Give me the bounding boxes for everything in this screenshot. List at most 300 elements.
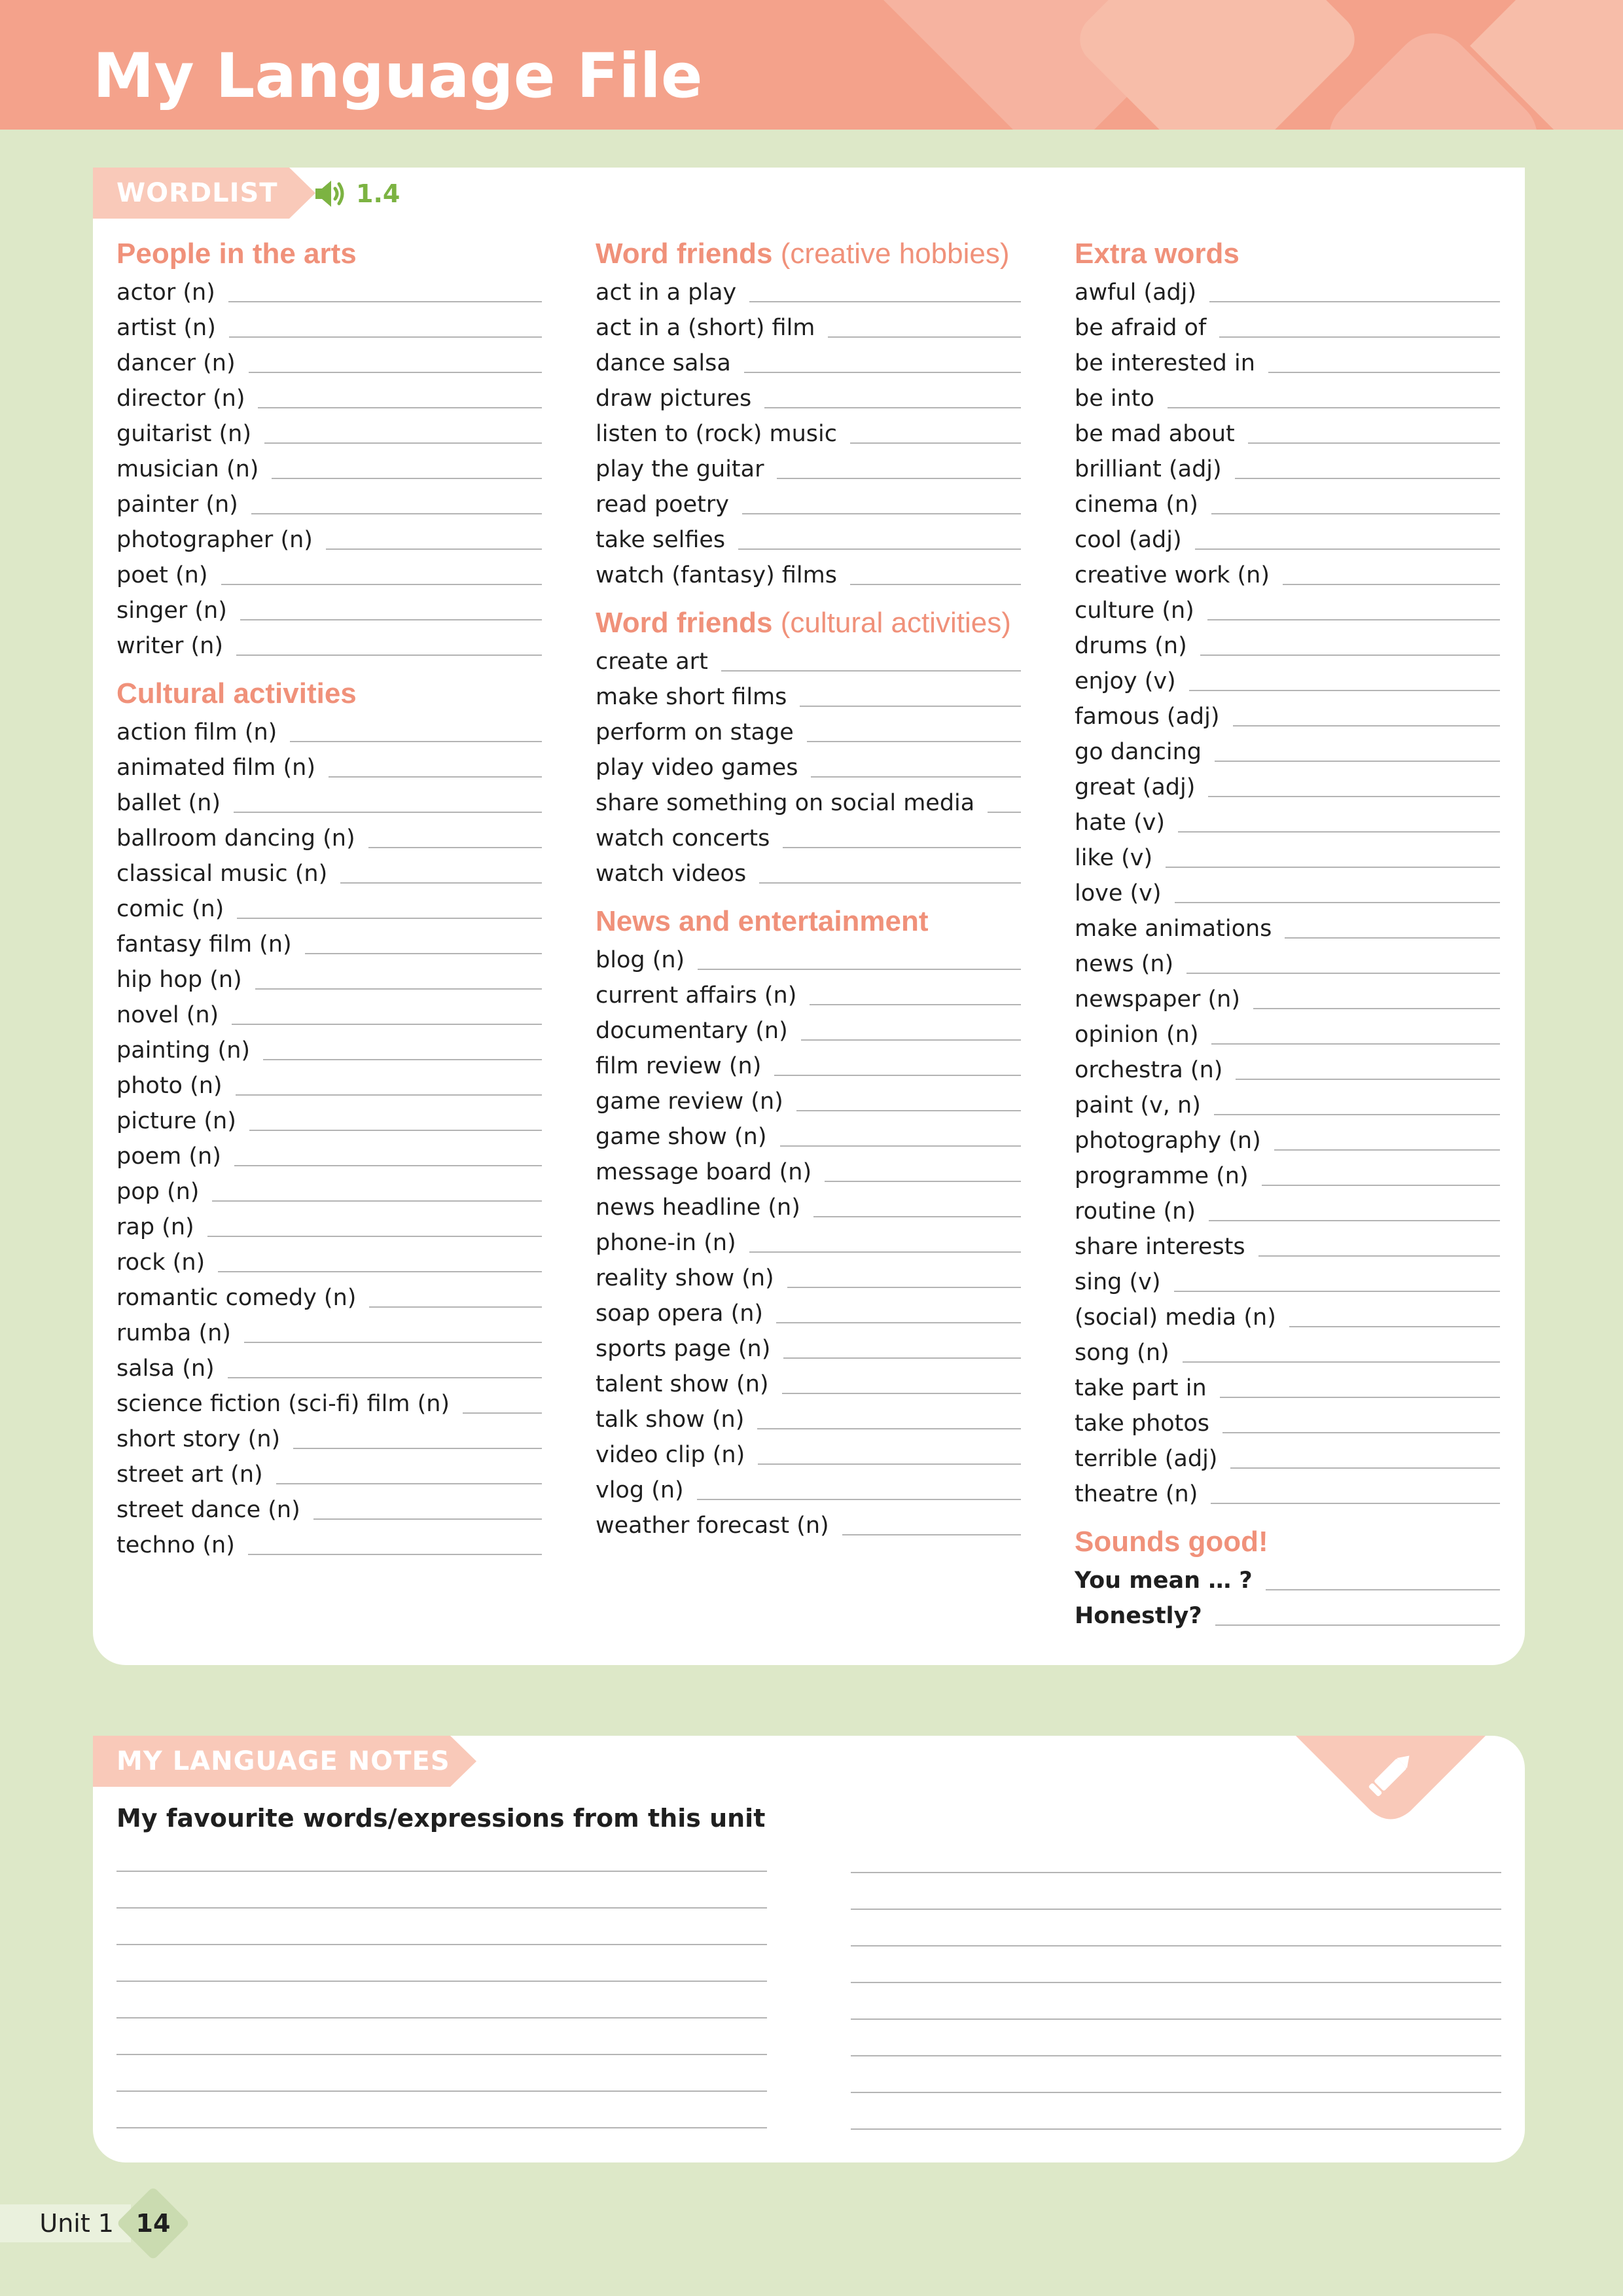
answer-line[interactable] <box>244 1342 542 1343</box>
wordlist-entry <box>1075 593 1500 628</box>
answer-line[interactable] <box>801 1039 1021 1041</box>
section-title-text: Word friends <box>596 238 773 270</box>
note-line[interactable] <box>116 2055 767 2092</box>
wordlist-entry <box>116 785 542 821</box>
answer-line[interactable] <box>825 1181 1021 1182</box>
wordlist-word: act in a play <box>596 279 737 306</box>
wordlist-word: comic (n) <box>116 896 224 922</box>
answer-line[interactable] <box>313 1518 542 1520</box>
wordlist-word: newspaper (n) <box>1075 986 1240 1013</box>
answer-line[interactable] <box>721 670 1021 672</box>
section-title <box>1075 233 1500 275</box>
wordlist-word: terrible (adj) <box>1075 1446 1218 1472</box>
answer-line[interactable] <box>1200 655 1500 656</box>
answer-line[interactable] <box>1283 584 1500 585</box>
wordlist-word: talent show (n) <box>596 1371 769 1397</box>
wordlist-word: orchestra (n) <box>1075 1057 1223 1083</box>
answer-line[interactable] <box>248 1554 542 1555</box>
wordlist-entry <box>116 1386 542 1422</box>
answer-line[interactable] <box>1233 725 1500 726</box>
wordlist-word: weather forecast (n) <box>596 1513 829 1539</box>
note-line[interactable] <box>116 1982 767 2018</box>
wordlist-word: You mean … ? <box>1075 1568 1253 1594</box>
answer-line[interactable] <box>1220 1397 1500 1398</box>
wordlist-entry <box>1075 1265 1500 1300</box>
wordlist-entry <box>116 416 542 452</box>
wordlist-entry <box>116 997 542 1033</box>
answer-line[interactable] <box>1215 1624 1500 1626</box>
answer-line[interactable] <box>240 619 542 620</box>
answer-line[interactable] <box>807 741 1021 742</box>
wordlist-word: draw pictures <box>596 386 752 412</box>
wordlist-word: fantasy film (n) <box>116 931 292 958</box>
answer-line[interactable] <box>1209 1220 1500 1221</box>
answer-line[interactable] <box>207 1236 542 1237</box>
wordlist-word: action film (n) <box>116 719 277 745</box>
note-line[interactable] <box>851 2056 1501 2093</box>
wordlist-word: be interested in <box>1075 350 1255 376</box>
wordlist-entry <box>116 275 542 310</box>
notes-heading: My favourite words/expressions from this unit <box>116 1804 766 1833</box>
answer-line[interactable] <box>368 847 542 848</box>
wordlist-entry <box>1075 1598 1500 1634</box>
answer-line[interactable] <box>1219 336 1500 338</box>
wordlist-entry <box>596 1402 1021 1437</box>
wordlist-entry <box>1075 310 1500 346</box>
wordlist-entry <box>116 1245 542 1280</box>
wordlist-word: rock (n) <box>116 1249 205 1276</box>
wordlist-entry <box>1075 346 1500 381</box>
wordlist-word: great (adj) <box>1075 774 1196 800</box>
answer-line[interactable] <box>221 584 542 585</box>
wordlist-word: paint (v, n) <box>1075 1092 1201 1119</box>
wordlist-word: like (v) <box>1075 845 1153 871</box>
section-title-text: News and entertainment <box>596 905 929 937</box>
wordlist-entry <box>116 558 542 593</box>
wordlist-entry <box>116 891 542 927</box>
wordlist-entry <box>1075 840 1500 876</box>
wordlist-entry <box>596 346 1021 381</box>
answer-line[interactable] <box>251 513 542 514</box>
audio-button[interactable] <box>314 177 400 211</box>
wordlist-entry <box>1075 487 1500 522</box>
note-line[interactable] <box>851 1946 1501 1983</box>
wordlist-word: phone-in (n) <box>596 1230 736 1256</box>
wordlist-word: rap (n) <box>116 1214 194 1240</box>
wordlist-word: poet (n) <box>116 562 208 588</box>
wordlist-entry <box>596 1119 1021 1155</box>
answer-line[interactable] <box>1166 867 1500 868</box>
answer-line[interactable] <box>229 336 542 338</box>
answer-line[interactable] <box>232 1024 542 1025</box>
wordlist-entry <box>596 856 1021 891</box>
wordlist-entry <box>1075 911 1500 946</box>
wordlist-entry <box>116 628 542 664</box>
wordlist-word: news (n) <box>1075 951 1174 977</box>
answer-line[interactable] <box>1189 690 1500 691</box>
answer-line[interactable] <box>757 1428 1021 1429</box>
wordlist-word: short story (n) <box>116 1426 281 1452</box>
language-notes-tab: MY LANGUAGE NOTES <box>93 1736 450 1787</box>
answer-line[interactable] <box>1186 973 1500 974</box>
notes-lines-right[interactable] <box>851 1872 1501 2130</box>
wordlist-word: animated film (n) <box>116 755 315 781</box>
wordlist-word: musician (n) <box>116 456 259 482</box>
wordlist-entry <box>1075 699 1500 734</box>
section-subtitle: (cultural activities) <box>780 607 1011 639</box>
wordlist-entry <box>116 1457 542 1492</box>
note-line[interactable] <box>116 1945 767 1982</box>
wordlist-entry <box>596 416 1021 452</box>
wordlist-entry <box>1075 275 1500 310</box>
wordlist-entry <box>596 310 1021 346</box>
wordlist-word: perform on stage <box>596 719 794 745</box>
answer-line[interactable] <box>759 882 1021 884</box>
wordlist-word: photo (n) <box>116 1073 223 1099</box>
wordlist-word: theatre (n) <box>1075 1481 1198 1507</box>
wordlist-word: documentary (n) <box>596 1018 788 1044</box>
answer-line[interactable] <box>850 584 1021 585</box>
answer-line[interactable] <box>777 478 1021 479</box>
wordlist-word: current affairs (n) <box>596 982 797 1009</box>
section-title <box>116 233 542 275</box>
answer-line[interactable] <box>1274 1149 1500 1151</box>
wordlist-entry <box>596 452 1021 487</box>
answer-line[interactable] <box>697 1499 1021 1500</box>
speaker-icon <box>314 179 348 208</box>
wordlist-entry <box>1075 1335 1500 1371</box>
wordlist-word: programme (n) <box>1075 1163 1249 1189</box>
answer-line[interactable] <box>988 812 1021 813</box>
wordlist-entry <box>596 942 1021 978</box>
wordlist-entry <box>596 381 1021 416</box>
wordlist-word: (social) media (n) <box>1075 1304 1276 1331</box>
wordlist-word: take part in <box>1075 1375 1207 1401</box>
answer-line[interactable] <box>796 1110 1021 1111</box>
wordlist-entry <box>1075 1477 1500 1512</box>
wordlist-entry <box>1075 1017 1500 1052</box>
wordlist-card <box>93 168 1525 1665</box>
wordlist-entry <box>1075 1088 1500 1123</box>
note-line[interactable] <box>851 2020 1501 2056</box>
answer-line[interactable] <box>800 706 1021 707</box>
wordlist-entry <box>1075 1052 1500 1088</box>
answer-line[interactable] <box>1262 1185 1500 1186</box>
section-title-text: Cultural activities <box>116 677 357 709</box>
note-line[interactable] <box>851 1910 1501 1946</box>
wordlist-entry <box>116 1422 542 1457</box>
answer-line[interactable] <box>744 372 1021 373</box>
answer-line[interactable] <box>698 969 1021 970</box>
answer-line[interactable] <box>774 1075 1021 1076</box>
wordlist-word: play the guitar <box>596 456 764 482</box>
answer-line[interactable] <box>776 1322 1021 1323</box>
unit-label: Unit 1 <box>0 2204 131 2242</box>
answer-line[interactable] <box>326 548 542 550</box>
answer-line[interactable] <box>749 1251 1021 1253</box>
answer-line[interactable] <box>1207 619 1500 620</box>
answer-line[interactable] <box>787 1287 1021 1288</box>
answer-line[interactable] <box>1208 796 1500 797</box>
wordlist-word: listen to (rock) music <box>596 421 837 447</box>
wordlist-column-1 <box>116 233 542 1563</box>
answer-line[interactable] <box>1289 1326 1500 1327</box>
wordlist-word: writer (n) <box>116 633 224 659</box>
wordlist-word: song (n) <box>1075 1340 1169 1366</box>
wordlist-word: news headline (n) <box>596 1194 800 1221</box>
answer-line[interactable] <box>764 407 1021 408</box>
wordlist-entry <box>596 275 1021 310</box>
answer-line[interactable] <box>272 478 542 479</box>
answer-line[interactable] <box>1174 1291 1500 1292</box>
wordlist-entry <box>596 558 1021 593</box>
answer-line[interactable] <box>810 1004 1021 1005</box>
answer-line[interactable] <box>1235 478 1500 479</box>
answer-line[interactable] <box>1168 407 1500 408</box>
answer-line[interactable] <box>780 1145 1022 1147</box>
wordlist-word: street dance (n) <box>116 1497 300 1523</box>
wordlist-word: cinema (n) <box>1075 492 1198 518</box>
section-title <box>596 901 1021 942</box>
wordlist-word: cool (adj) <box>1075 527 1182 553</box>
section-title-text: Word friends <box>596 607 773 639</box>
answer-line[interactable] <box>212 1200 542 1202</box>
wordlist-entry <box>1075 452 1500 487</box>
wordlist-word: photographer (n) <box>116 527 313 553</box>
section-title-text: People in the arts <box>116 238 357 270</box>
notes-lines-left[interactable] <box>116 1871 767 2128</box>
answer-line[interactable] <box>782 1393 1021 1394</box>
answer-line[interactable] <box>738 548 1021 550</box>
answer-line[interactable] <box>1285 937 1500 939</box>
answer-line[interactable] <box>255 988 542 990</box>
wordlist-entry <box>116 1351 542 1386</box>
answer-line[interactable] <box>329 776 542 778</box>
wordlist-entry <box>1075 805 1500 840</box>
answer-line[interactable] <box>234 812 542 813</box>
wordlist-entry <box>596 978 1021 1013</box>
answer-line[interactable] <box>1211 1043 1500 1045</box>
page-title: My Language File <box>93 41 703 112</box>
wordlist-entry <box>1075 734 1500 770</box>
answer-line[interactable] <box>1211 1503 1500 1504</box>
wordlist-word: reality show (n) <box>596 1265 774 1291</box>
answer-line[interactable] <box>228 301 542 302</box>
wordlist-word: dance salsa <box>596 350 731 376</box>
wordlist-entry <box>596 1084 1021 1119</box>
wordlist-word: read poetry <box>596 492 729 518</box>
wordlist-entry <box>1075 1441 1500 1477</box>
note-line[interactable] <box>116 1909 767 1945</box>
wordlist-word: create art <box>596 649 708 675</box>
wordlist-word: ballroom dancing (n) <box>116 825 355 852</box>
answer-line[interactable] <box>236 1094 542 1096</box>
answer-line[interactable] <box>783 1357 1021 1359</box>
note-line[interactable] <box>851 2093 1501 2130</box>
wordlist-entry <box>116 487 542 522</box>
wordlist-entry <box>596 1013 1021 1049</box>
wordlist-entry <box>596 644 1021 679</box>
wordlist-entry <box>116 715 542 750</box>
wordlist-entry <box>116 962 542 997</box>
wordlist-entry <box>116 856 542 891</box>
answer-line[interactable] <box>813 1216 1021 1217</box>
answer-line[interactable] <box>293 1448 542 1449</box>
note-line[interactable] <box>116 2018 767 2055</box>
wordlist-entry <box>1075 1300 1500 1335</box>
wordlist-word: painting (n) <box>116 1037 251 1064</box>
answer-line[interactable] <box>749 301 1021 302</box>
wordlist-word: go dancing <box>1075 739 1202 765</box>
wordlist-entry <box>1075 1229 1500 1265</box>
wordlist-entry <box>596 522 1021 558</box>
wordlist-entry <box>596 750 1021 785</box>
wordlist-word: video clip (n) <box>596 1442 745 1468</box>
answer-line[interactable] <box>236 655 542 656</box>
answer-line[interactable] <box>850 442 1021 444</box>
note-line[interactable] <box>851 1983 1501 2020</box>
answer-line[interactable] <box>1183 1361 1500 1363</box>
note-line[interactable] <box>851 1873 1501 1910</box>
wordlist-entry <box>116 1103 542 1139</box>
wordlist-column-3 <box>1075 233 1500 1634</box>
page-number: 14 <box>135 2209 171 2238</box>
answer-line[interactable] <box>828 336 1021 338</box>
answer-line[interactable] <box>258 407 542 408</box>
answer-line[interactable] <box>264 442 542 444</box>
answer-line[interactable] <box>842 1534 1021 1535</box>
answer-line[interactable] <box>1236 1079 1500 1080</box>
wordlist-entry <box>596 1261 1021 1296</box>
wordlist-word: watch concerts <box>596 825 770 852</box>
answer-line[interactable] <box>1178 831 1500 833</box>
wordlist-entry <box>116 522 542 558</box>
answer-line[interactable] <box>234 1165 542 1166</box>
wordlist-word: science fiction (sci-fi) film (n) <box>116 1391 450 1417</box>
answer-line[interactable] <box>463 1412 542 1414</box>
wordlist-word: message board (n) <box>596 1159 812 1185</box>
wordlist-entry <box>116 1068 542 1103</box>
wordlist-word: street art (n) <box>116 1462 263 1488</box>
wordlist-word: share something on social media <box>596 790 975 816</box>
wordlist-entry <box>1075 946 1500 982</box>
wordlist-word: actor (n) <box>116 279 215 306</box>
note-line[interactable] <box>116 1872 767 1909</box>
wordlist-entry <box>1075 876 1500 911</box>
answer-line[interactable] <box>811 776 1021 778</box>
answer-line[interactable] <box>249 1130 542 1131</box>
answer-line[interactable] <box>1266 1589 1500 1590</box>
page-header <box>0 0 1623 130</box>
wordlist-entry <box>1075 1158 1500 1194</box>
wordlist-word: make short films <box>596 684 787 710</box>
wordlist-entry <box>116 1210 542 1245</box>
wordlist-entry <box>116 381 542 416</box>
answer-line[interactable] <box>237 918 542 919</box>
answer-line[interactable] <box>228 1377 542 1378</box>
wordlist-word: brilliant (adj) <box>1075 456 1222 482</box>
section-title <box>116 673 542 715</box>
answer-line[interactable] <box>742 513 1021 514</box>
wordlist-entry <box>596 1155 1021 1190</box>
wordlist-word: opinion (n) <box>1075 1022 1199 1048</box>
answer-line[interactable] <box>1195 548 1500 550</box>
wordlist-entry <box>596 715 1021 750</box>
wordlist-entry <box>596 1225 1021 1261</box>
answer-line[interactable] <box>1248 442 1500 444</box>
wordlist-word: make animations <box>1075 916 1272 942</box>
wordlist-word: take selfies <box>596 527 726 553</box>
wordlist-entry <box>116 1316 542 1351</box>
answer-line[interactable] <box>249 372 542 373</box>
answer-line[interactable] <box>218 1271 542 1272</box>
answer-line[interactable] <box>369 1306 542 1308</box>
answer-line[interactable] <box>1258 1255 1500 1257</box>
answer-line[interactable] <box>290 741 542 742</box>
wordlist-word: ballet (n) <box>116 790 221 816</box>
answer-line[interactable] <box>1175 902 1500 903</box>
answer-line[interactable] <box>1253 1008 1500 1009</box>
wordlist-tab: WORDLIST <box>93 168 289 219</box>
answer-line[interactable] <box>758 1463 1021 1465</box>
answer-line[interactable] <box>1222 1432 1500 1433</box>
wordlist-entry <box>596 1190 1021 1225</box>
section-title-text: Sounds good! <box>1075 1526 1268 1558</box>
wordlist-entry <box>1075 1123 1500 1158</box>
wordlist-word: game show (n) <box>596 1124 767 1150</box>
wordlist-entry <box>116 821 542 856</box>
answer-line[interactable] <box>276 1483 542 1484</box>
answer-line[interactable] <box>1230 1467 1500 1469</box>
wordlist-word: vlog (n) <box>596 1477 684 1503</box>
wordlist-word: awful (adj) <box>1075 279 1197 306</box>
wordlist-entry <box>116 310 542 346</box>
answer-line[interactable] <box>783 847 1021 848</box>
wordlist-word: guitarist (n) <box>116 421 251 447</box>
wordlist-word: rumba (n) <box>116 1320 231 1346</box>
answer-line[interactable] <box>1209 301 1500 302</box>
wordlist-entry <box>1075 982 1500 1017</box>
wordlist-word: act in a (short) film <box>596 315 815 341</box>
section-title <box>596 233 1021 275</box>
wordlist-entry <box>596 1437 1021 1473</box>
wordlist-entry <box>1075 416 1500 452</box>
wordlist-entry <box>1075 628 1500 664</box>
wordlist-entry <box>116 1033 542 1068</box>
wordlist-word: director (n) <box>116 386 245 412</box>
wordlist-word: love (v) <box>1075 880 1162 906</box>
answer-line[interactable] <box>1214 1114 1500 1115</box>
wordlist-entry <box>1075 381 1500 416</box>
answer-line[interactable] <box>340 882 542 884</box>
wordlist-entry <box>1075 1406 1500 1441</box>
wordlist-word: painter (n) <box>116 492 238 518</box>
wordlist-entry <box>596 785 1021 821</box>
answer-line[interactable] <box>1215 761 1500 762</box>
answer-line[interactable] <box>1211 513 1500 514</box>
wordlist-word: drums (n) <box>1075 633 1187 659</box>
wordlist-entry <box>116 593 542 628</box>
wordlist-entry <box>116 1139 542 1174</box>
answer-line[interactable] <box>1268 372 1500 373</box>
answer-line[interactable] <box>305 953 542 954</box>
answer-line[interactable] <box>263 1059 542 1060</box>
note-line[interactable] <box>116 2092 767 2128</box>
wordlist-word: film review (n) <box>596 1053 762 1079</box>
wordlist-word: singer (n) <box>116 598 227 624</box>
wordlist-word: novel (n) <box>116 1002 219 1028</box>
wordlist-entry <box>1075 1371 1500 1406</box>
